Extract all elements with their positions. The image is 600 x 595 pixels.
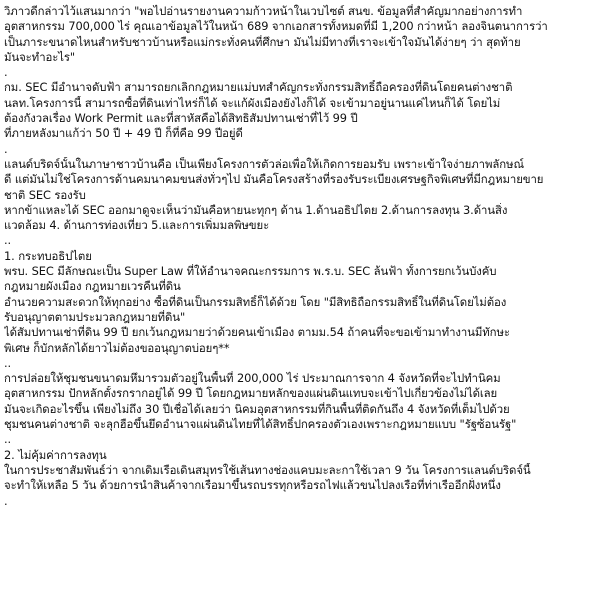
text-line: กม. SEC มีอำนาจดับฟ้า สามารถยกเลิกกฎหมายแม่บทสำคัญกระทั่งกรรมสิทธิ์ถือครองที่ดินโดยคนต่างชาติ — [4, 80, 513, 95]
text-line: นลท.โครงการนี้ สามารถซื้อที่ดินเท่าไหร่ก็ได้ จะแก้ผังเมืองยังไงก็ได้ จะเข้ามาอยู่นานแค่ไหนก็ได้ โดยไม่ — [4, 95, 501, 110]
text-line: แวดล้อม 4. ด้านการท่องเที่ยว 5.และการเพิ่มมลพิษขยะ — [4, 218, 270, 233]
text-line: ได้สัมปทานเช่าที่ดิน 99 ปี ยกเว้นกฎหมายว่าด้วยคนเข้าเมือง ตามม.54 ถ้าคนที่จะขอเข้ามาทำงานมีทักษะ — [4, 325, 510, 340]
text-line: มันจะทำอะไร" — [4, 49, 76, 64]
separator-dot: . — [4, 493, 8, 508]
text-line: ชุมชนคนต่างชาติ จะลุกฮือขึ้นยึดอำนาจแผ่นดินไทยที่ได้สิทธิ์ปกครองตัวเองเพราะกฎหมายแบบ "รัฐซ้อนรัฐ" — [4, 417, 517, 432]
text-line: การปล่อยให้ชุมชนขนาดมหึมารวมตัวอยู่ในพื้นที่ 200,000 ไร่ ประมาณการจาก 4 จังหวัดที่จะไปทำนิคม — [4, 371, 501, 386]
text-line: อุตสาหกรรม 700,000 ไร่ คุณเอาข้อมูลไว้ในหน้า 689 จากเอกสารทั้งหมดที่มี 1,200 กว่าหน้า ลองจินตนาการว่า — [4, 19, 548, 34]
text-line: พิเศษ ก็บักหลักได้ยาวไม่ต้องขออนุญาตบ่อยๆ** — [4, 340, 230, 355]
text-line: กฎหมายผังเมือง กฎหมายเวรคืนที่ดิน — [4, 279, 181, 294]
text-line: รับอนุญาตตามประมวลกฎหมายที่ดิน" — [4, 309, 186, 324]
section-heading-sovereignty: 1. กระทบอธิปไตย — [4, 248, 92, 263]
text-line: วิภาวดีกล่าวไว้แสนมากว่า "พอไปอ่านรายงานความก้าวหน้าในเวบไซต์ สนข. ข้อมูลที่สำคัญมากอย่างการทำ — [4, 4, 523, 18]
text-line: ในการประชาสัมพันธ์ว่า จากเดิมเรือเดินสมุทรใช้เส้นทางช่องแคบมะละกาใช้เวลา 9 วัน โครงการแลนด์บริดจ์นี้ — [4, 462, 531, 477]
separator-dot: . — [4, 141, 8, 156]
text-line: มันจะเกิดอะไรขึ้น เพียงไม่ถึง 30 ปีเชื่อได้เลยว่า นิคมอุตสาหกรรมที่กินพื้นที่ติดกันถึง 4 จังหวัดที่เต็มไปด้วย — [4, 401, 510, 416]
text-line: ชาติ SEC รองรับ — [4, 187, 86, 202]
text-line: จะทำให้เหลือ 5 วัน ด้วยการนำสินค้าจากเรือมาขึ้นรถบรรทุกหรือรถไฟแล้วขนไปลงเรือที่ท่าเรืออีกฝั่งหนึ่ง — [4, 478, 501, 493]
text-line: ที่ภายหลังมาแก้ว่า 50 ปี + 49 ปี ก็ที่คือ 99 ปีอยู่ดี — [4, 126, 243, 141]
section-heading-investment: 2. ไม่คุ้มค่าการลงทุน — [4, 447, 107, 462]
text-line: ดี แต่มันไม่ใช่โครงการด้านคมนาคมขนส่งทั่วๆไป มันคือโครงสร้างที่รองรับระเบียงเศรษฐกิจพิเศษที่มีกฎหมายขาย — [4, 172, 544, 187]
text-line: เป็นภาระขนาดไหนสำหรับชาวบ้านหรือแม่กระทั่งคนที่ศึกษา มันไม่มีทางที่เราจะเข้าใจมันได้ง่ายๆ ว่า สุดท้าย — [4, 34, 521, 49]
text-line: อุตสาหกรรม ปักหลักตั้งรกรากอยู่ได้ 99 ปี โดยกฎหมายหลักของแผ่นดินแทบจะเข้าไปเกี่ยวข้องไม่ได้เลย — [4, 386, 498, 401]
text-line: ต้องกังวลเรื่อง Work Permit และที่สาหัสคือได้สิทธิสัมปทานเช่าที่ไว้ 99 ปี — [4, 111, 358, 126]
text-line: หากข้าแหละได้ SEC ออกมาดูจะเห็นว่ามันคือหายนะทุกๆ ด้าน 1.ด้านอธิปไตย 2.ด้านการลงทุน 3.ด้านสิ่ง — [4, 202, 508, 217]
separator-dots: .. — [4, 432, 12, 447]
separator-dots: .. — [4, 355, 12, 370]
text-line: อำนวยความสะดวกให้ทุกอย่าง ซื้อที่ดินเป็นกรรมสิทธิ์ก็ได้ด้วย โดย "มีสิทธิถือกรรมสิทธิ์ในที่ดินโดยไม่ต้อง — [4, 294, 507, 309]
text-line: พรบ. SEC มีลักษณะเป็น Super Law ที่ให้อำนาจคณะกรรมการ พ.ร.บ. SEC ล้นฟ้า ทั้งการยกเว้นบังคับ — [4, 264, 497, 279]
text-line: แลนด์บริดจ์นั้นในภาษาชาวบ้านคือ เป็นเพียงโครงการตัวล่อเพื่อให้เกิดการยอมรับ เพราะเข้าใจง่ายภาพลักษณ์ — [4, 156, 524, 171]
separator-dots: .. — [4, 233, 12, 248]
separator-dot: . — [4, 65, 8, 80]
